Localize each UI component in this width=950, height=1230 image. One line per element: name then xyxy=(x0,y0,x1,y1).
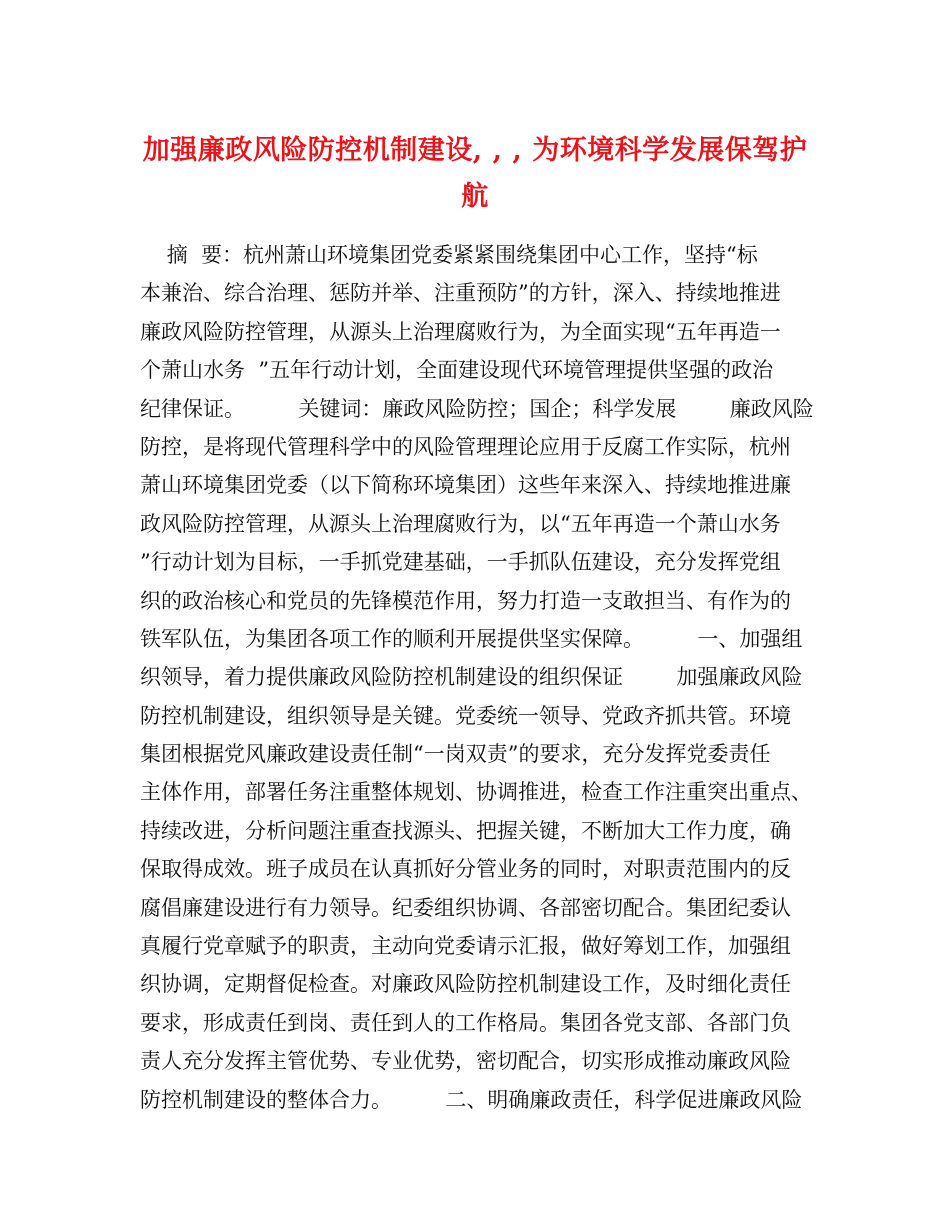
body-line: 持续改进，分析问题注重查找源头、把握关键，不断加大工作力度，确 xyxy=(140,818,791,843)
body-line: 真履行党章赋予的职责，主动向党委请示汇报，做好筹划工作，加强组 xyxy=(140,934,791,959)
body-line: 防控，是将现代管理科学中的风险管理理论应用于反腐工作实际，杭州 xyxy=(140,434,791,459)
body-line: 铁军队伍，为集团各项工作的顺利开展提供坚实保障。 一、加强组 xyxy=(140,626,803,651)
document-title-line-2: 航 xyxy=(461,181,489,212)
document-body xyxy=(140,236,812,1119)
body-line: 主体作用，部署任务注重整体规划、协调推进，检查工作注重突出重点、 xyxy=(140,780,812,805)
body-line: 防控机制建设，组织领导是关键。党委统一领导、党政齐抓共管。环境 xyxy=(140,703,791,728)
document-title xyxy=(120,128,830,220)
body-line: ”行动计划为目标，一手抓党建基础，一手抓队伍建设，充分发挥党组 xyxy=(140,550,781,575)
body-line: 织的政治核心和党员的先锋模范作用，努力打造一支敢担当、有作为的 xyxy=(140,588,791,613)
body-line: 责人充分发挥主管优势、专业优势，密切配合，切实形成推动廉政风险 xyxy=(140,1049,791,1074)
body-line: 集团根据党风廉政建设责任制“一岗双责”的要求，充分发挥党委责任 xyxy=(140,742,771,767)
body-line: 政风险防控管理，从源头上治理腐败行为，以“五年再造一个萧山水务 xyxy=(140,511,781,536)
body-line: 防控机制建设的整体合力。 二、明确廉政责任，科学促进廉政风险 xyxy=(140,1087,803,1112)
body-line: 织协调，定期督促检查。对廉政风险防控机制建设工作，及时细化责任 xyxy=(140,972,791,997)
body-line: 纪律保证。 关键词：廉政风险防控；国企；科学发展 廉政风险 xyxy=(140,396,814,421)
body-line: 保取得成效。班子成员在认真抓好分管业务的同时，对职责范围内的反 xyxy=(140,857,791,882)
body-line: 廉政风险防控管理，从源头上治理腐败行为，为全面实现“五年再造一 xyxy=(140,319,781,344)
body-line: 腐倡廉建设进行有力领导。纪委组织协调、各部密切配合。集团纪委认 xyxy=(140,895,791,920)
body-line: 个萧山水务 ”五年行动计划，全面建设现代环境管理提供坚强的政治 xyxy=(140,358,774,383)
document-title-line-1: 加强廉政风险防控机制建设, , , 为环境科学发展保驾护 xyxy=(142,135,808,166)
body-line: 织领导，着力提供廉政风险防控机制建设的组织保证 加强廉政风险 xyxy=(140,665,803,690)
body-line: 萧山环境集团党委（以下简称环境集团）这些年来深入、持续地推进廉 xyxy=(140,473,791,498)
body-line: 要求，形成责任到岗、责任到人的工作格局。集团各党支部、各部门负 xyxy=(140,1010,791,1035)
body-line: 摘 要：杭州萧山环境集团党委紧紧围绕集团中心工作，坚持“标 xyxy=(140,243,758,267)
body-line: 本兼治、综合治理、惩防并举、注重预防”的方针，深入、持续地推进 xyxy=(140,281,781,306)
